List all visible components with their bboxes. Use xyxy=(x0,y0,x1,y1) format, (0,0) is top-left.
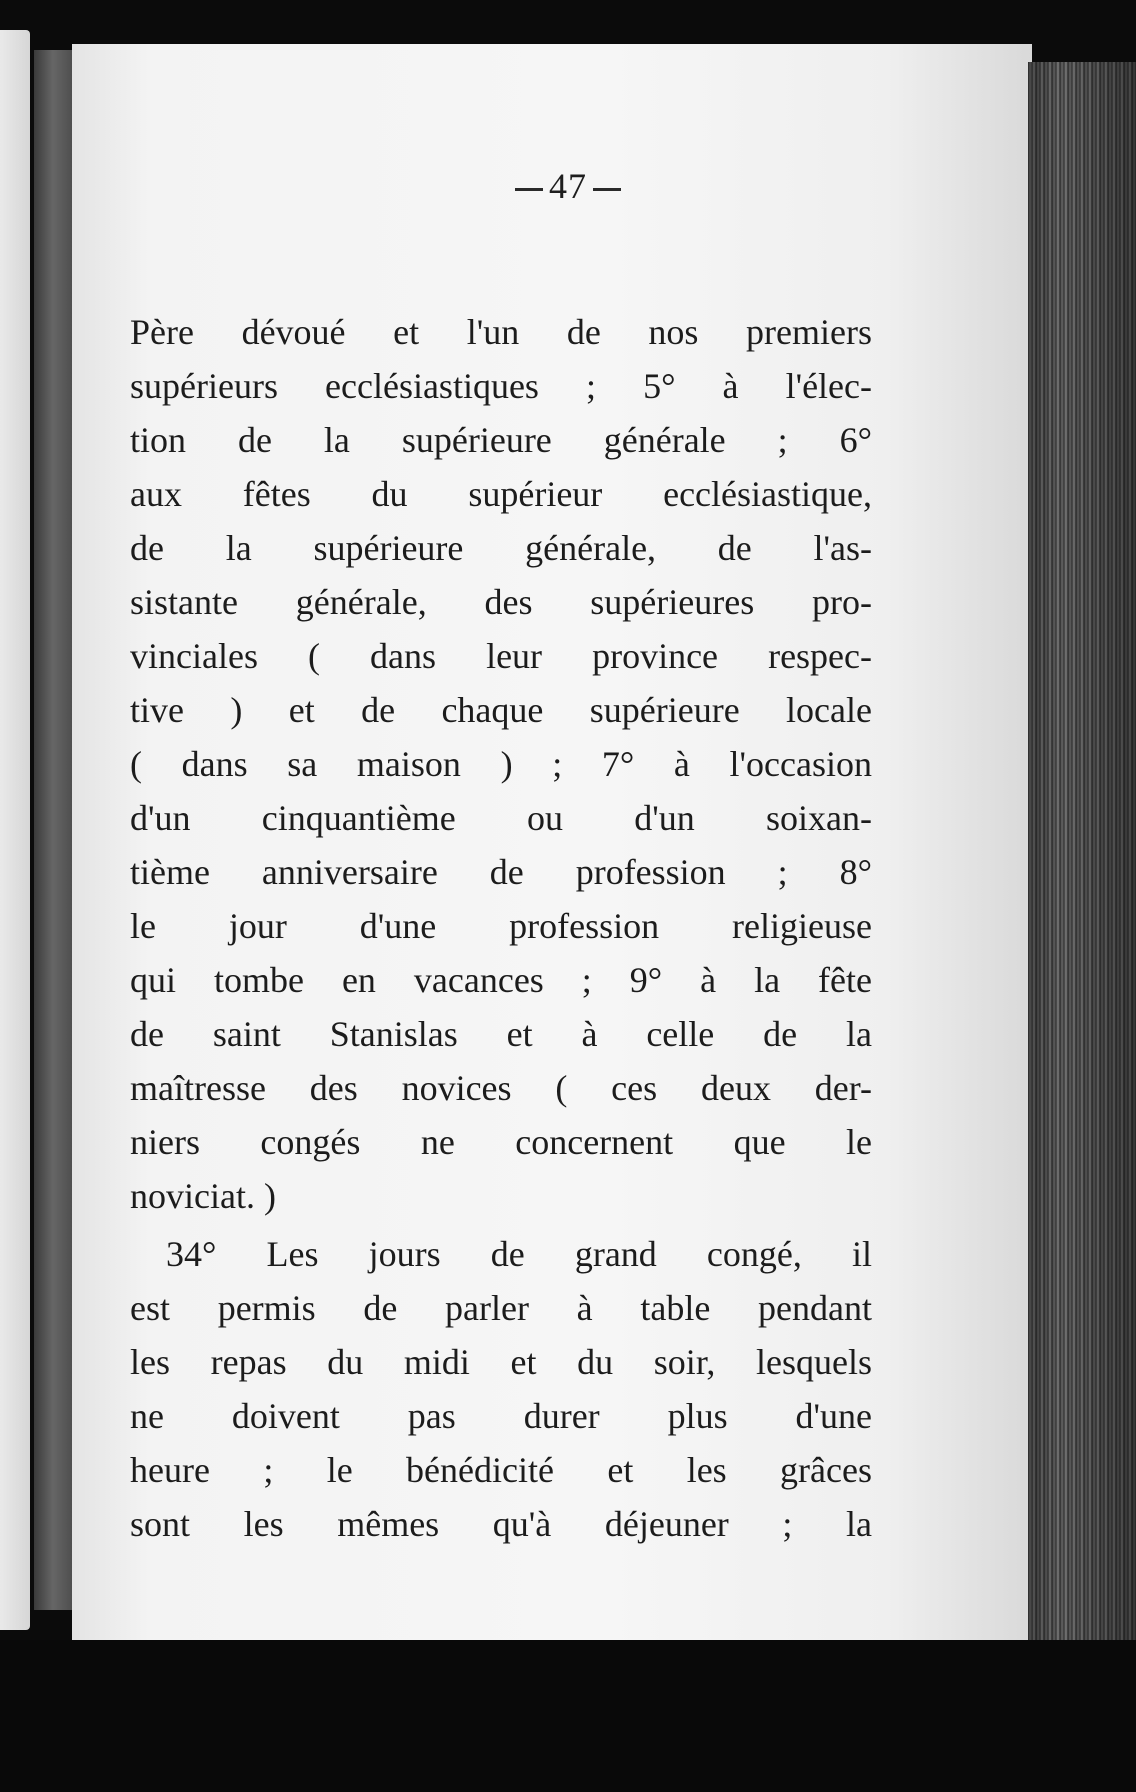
text-line: sistante générale, des supérieures pro- xyxy=(130,582,872,622)
page-edges xyxy=(1028,62,1136,1732)
text-line: heure ; le bénédicité et les grâces xyxy=(130,1450,872,1490)
paragraph-1 xyxy=(130,305,872,1223)
book-binding xyxy=(34,50,76,1610)
text-line: le jour d'une profession religieuse xyxy=(130,906,872,946)
text-line: est permis de parler à table pendant xyxy=(130,1288,872,1328)
text-line: tion de la supérieure générale ; 6° xyxy=(130,420,872,460)
facing-page-edge xyxy=(0,30,30,1630)
text-line: ne doivent pas durer plus d'une xyxy=(130,1396,872,1436)
text-line: de la supérieure générale, de l'as- xyxy=(130,528,872,568)
text-line: noviciat. ) xyxy=(130,1176,276,1216)
page-number xyxy=(0,165,1136,207)
text-line: tième anniversaire de profession ; 8° xyxy=(130,852,872,892)
paragraph-2 xyxy=(130,1227,872,1551)
folio-dash-left xyxy=(515,188,543,191)
text-line: aux fêtes du supérieur ecclésiastique, xyxy=(130,474,872,514)
text-line: ( dans sa maison ) ; 7° à l'occasion xyxy=(130,744,872,784)
text-line: tive ) et de chaque supérieure locale xyxy=(130,690,872,730)
body-text xyxy=(130,305,872,1551)
text-line: vinciales ( dans leur province respec- xyxy=(130,636,872,676)
text-line: sont les mêmes qu'à déjeuner ; la xyxy=(130,1504,872,1544)
folio-dash-right xyxy=(593,188,621,191)
text-line: supérieurs ecclésiastiques ; 5° à l'élec- xyxy=(130,366,872,406)
text-line: qui tombe en vacances ; 9° à la fête xyxy=(130,960,872,1000)
text-line: d'un cinquantième ou d'un soixan- xyxy=(130,798,872,838)
bottom-shadow xyxy=(0,1640,1136,1792)
text-line: maîtresse des novices ( ces deux der- xyxy=(130,1068,872,1108)
text-line: Père dévoué et l'un de nos premiers xyxy=(130,312,872,352)
text-line: niers congés ne concernent que le xyxy=(130,1122,872,1162)
text-line: de saint Stanislas et à celle de la xyxy=(130,1014,872,1054)
text-line: les repas du midi et du soir, lesquels xyxy=(130,1342,872,1382)
page-number-text: 47 xyxy=(549,166,587,206)
text-line: 34° Les jours de grand congé, il xyxy=(166,1234,872,1274)
